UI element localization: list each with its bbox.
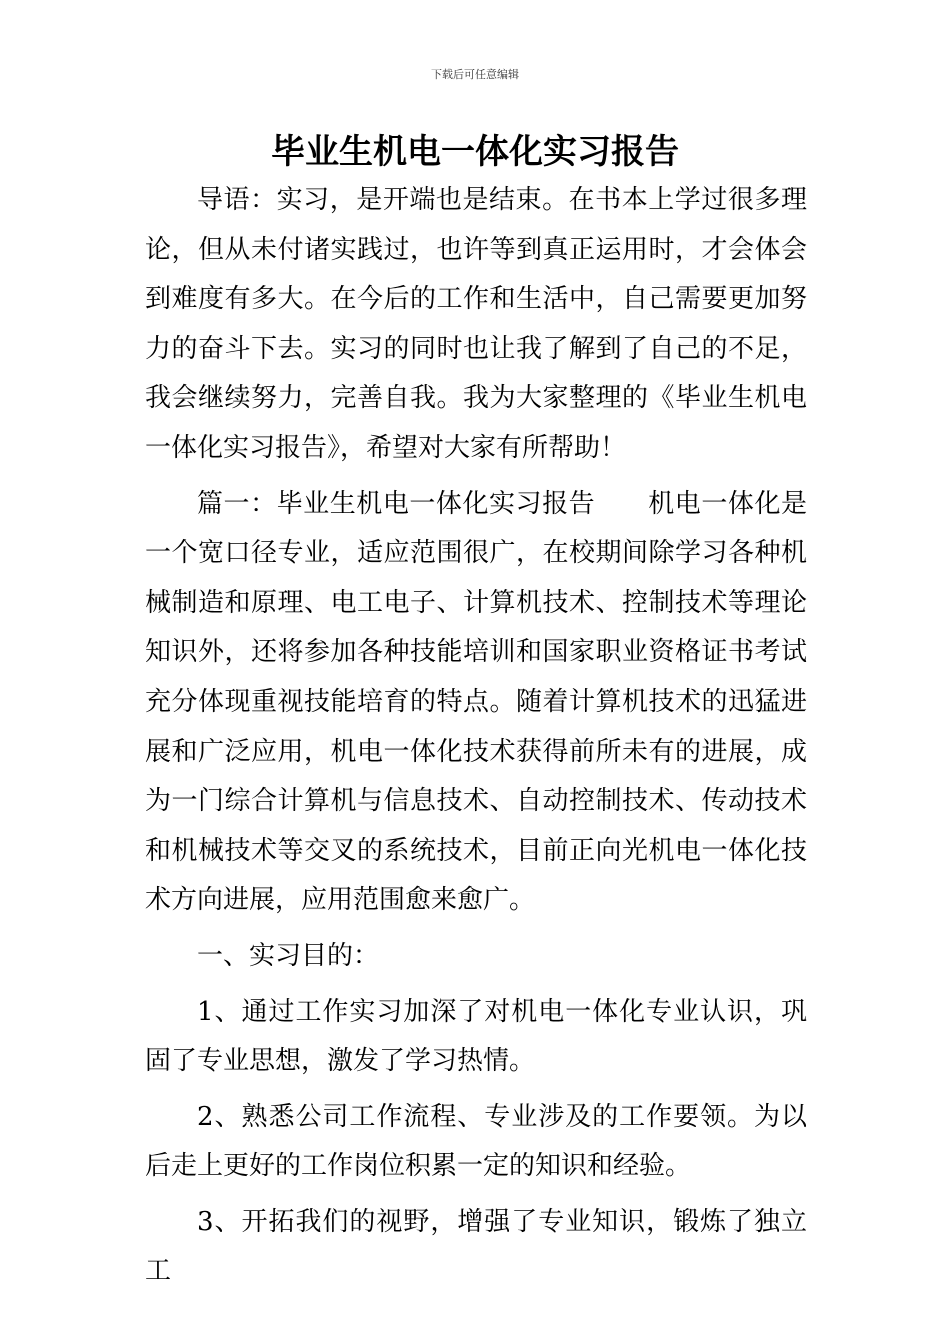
paragraph-item-1: 1、通过工作实习加深了对机电一体化专业认识，巩固了专业思想，激发了学习热情。 (145, 996, 807, 1077)
paragraph-intro: 导语：实习，是开端也是结束。在书本上学过很多理论，但从未付诸实践过，也许等到真正运用时，才会体会到难度有多大。在今后的工作和生活中，自己需要更加努力的奋斗下去。实习的同时也让我了解到了自己的不足，我会继续努力，完善自我。我为大家整理的《毕业生机电一体化实习报告》，希望对大家有所帮助！ (145, 185, 807, 463)
paragraph-item-2: 2、熟悉公司工作流程、专业涉及的工作要领。为以后走上更好的工作岗位积累一定的知识和经验。 (145, 1101, 807, 1182)
paragraph-section-heading: 一、实习目的： (197, 940, 380, 971)
header-note: 下载后可任意编辑 (431, 68, 519, 81)
document-title: 毕业生机电一体化实习报告 (271, 132, 679, 172)
paragraph-part-one: 篇一：毕业生机电一体化实习报告 机电一体化是一个宽口径专业，适应范围很广，在校期间除学习各种机械制造和原理、电工电子、计算机技术、控制技术等理论知识外，还将参加各种技能培训和国家职业资格证书考试充分体现重视技能培育的特点。随着计算机技术的迅猛进展和广泛应用，机电一体化技术获得前所未有的进展，成为一门综合计算机与信息技术、自动控制技术、传动技术和机械技术等交叉的系统技术，目前正向光机电一体化技术方向进展，应用范围愈来愈广。 (145, 488, 807, 916)
paragraph-item-3: 3、开拓我们的视野，增强了专业知识，锻炼了独立工 (145, 1206, 807, 1287)
document-body (145, 176, 807, 1297)
